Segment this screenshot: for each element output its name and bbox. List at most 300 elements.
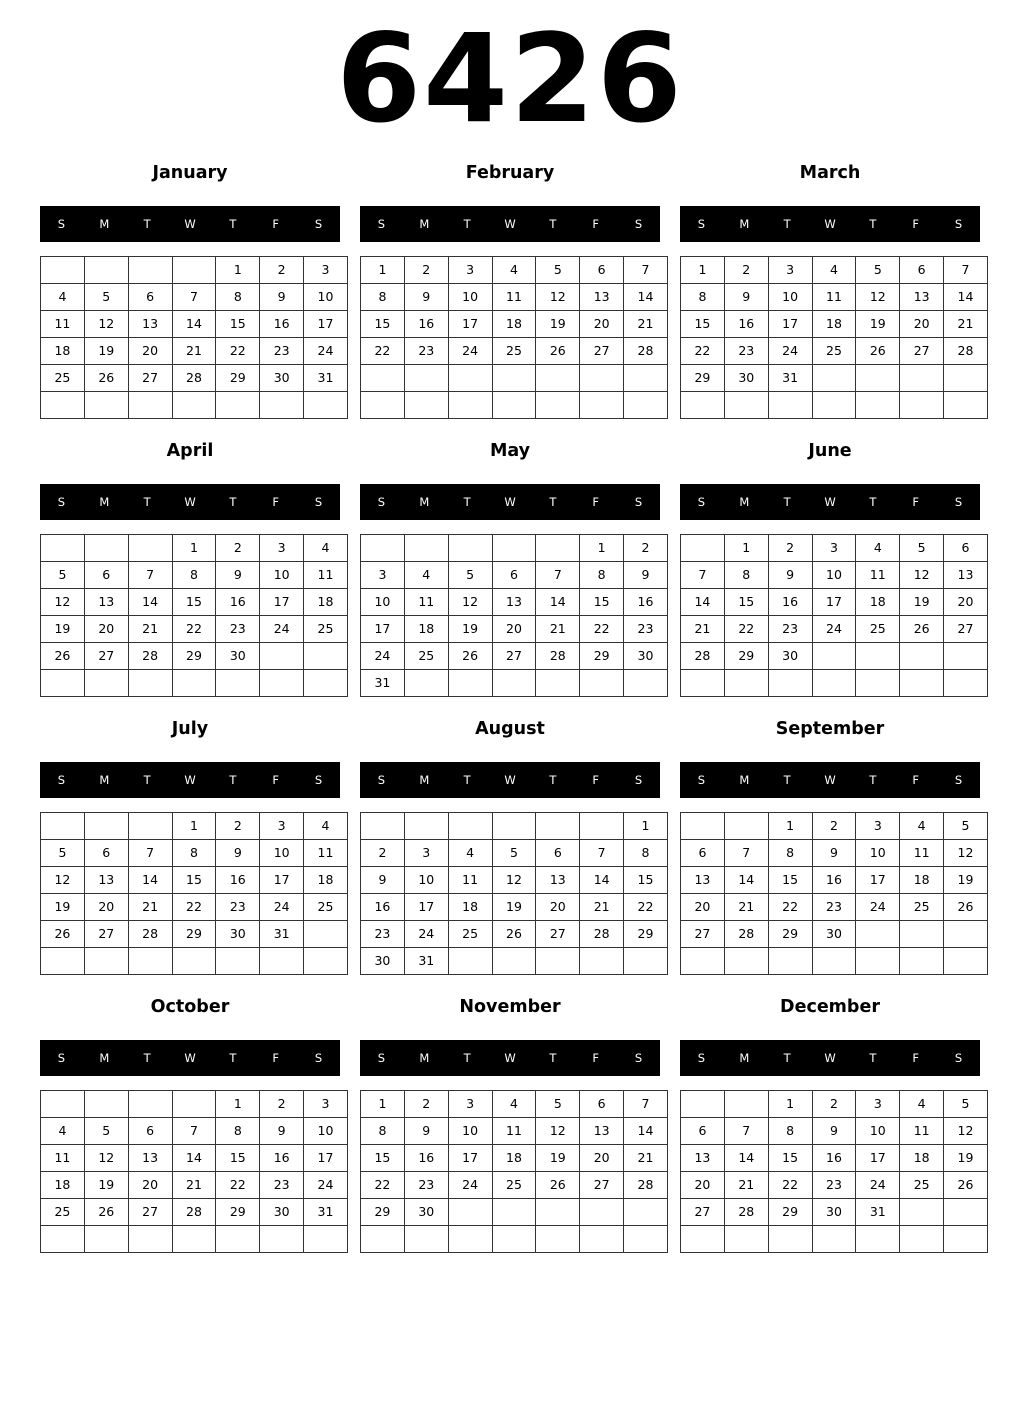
day-cell: 9 — [260, 284, 304, 311]
day-cell: 2 — [260, 1091, 304, 1118]
week-row — [361, 616, 668, 643]
day-cell: 4 — [404, 562, 448, 589]
day-cell: 14 — [624, 284, 668, 311]
day-cell — [900, 643, 944, 670]
week-row — [361, 257, 668, 284]
day-cell: 23 — [404, 338, 448, 365]
day-cell — [624, 1199, 668, 1226]
weekday-label: S — [57, 773, 66, 787]
day-cell: 20 — [492, 616, 536, 643]
week-row — [41, 535, 348, 562]
weekday-label: S — [634, 495, 643, 509]
day-cell: 10 — [448, 1118, 492, 1145]
day-cell — [624, 365, 668, 392]
day-cell — [681, 1226, 725, 1253]
day-cell: 5 — [536, 257, 580, 284]
weekday-label: F — [592, 773, 600, 787]
day-cell: 26 — [536, 1172, 580, 1199]
week-row — [41, 948, 348, 975]
day-cell: 20 — [128, 1172, 172, 1199]
day-cell: 30 — [812, 921, 856, 948]
day-cell: 28 — [172, 365, 216, 392]
day-cell — [361, 1226, 405, 1253]
day-cell: 25 — [900, 1172, 944, 1199]
month-name: May — [489, 441, 531, 461]
week-row — [41, 311, 348, 338]
day-cell — [492, 1199, 536, 1226]
weekday-label: F — [592, 1051, 600, 1065]
day-cell — [304, 921, 348, 948]
day-cell: 7 — [681, 562, 725, 589]
day-cell: 28 — [724, 921, 768, 948]
week-row — [681, 392, 988, 419]
day-cell: 17 — [856, 867, 900, 894]
day-cell: 30 — [768, 643, 812, 670]
day-cell: 15 — [216, 311, 260, 338]
day-cell — [84, 1226, 128, 1253]
day-cell: 9 — [216, 562, 260, 589]
day-cell — [944, 392, 988, 419]
day-cell: 27 — [580, 1172, 624, 1199]
week-row — [41, 1091, 348, 1118]
week-row — [681, 284, 988, 311]
week-row — [361, 1199, 668, 1226]
day-cell: 21 — [944, 311, 988, 338]
day-cell: 17 — [448, 1145, 492, 1172]
day-cell — [492, 670, 536, 697]
weekday-label: S — [57, 217, 66, 231]
day-cell: 28 — [624, 338, 668, 365]
weekday-label: T — [143, 773, 151, 787]
day-cell: 10 — [812, 562, 856, 589]
day-cell: 12 — [536, 1118, 580, 1145]
day-cell — [856, 365, 900, 392]
week-row — [681, 670, 988, 697]
day-cell — [812, 392, 856, 419]
weekday-label: S — [954, 495, 963, 509]
day-cell: 17 — [404, 894, 448, 921]
day-cell: 16 — [404, 1145, 448, 1172]
weekday-label: F — [272, 217, 280, 231]
day-cell: 13 — [128, 311, 172, 338]
day-cell: 27 — [128, 365, 172, 392]
day-cell: 11 — [41, 1145, 85, 1172]
day-cell: 10 — [768, 284, 812, 311]
day-cell: 9 — [812, 840, 856, 867]
day-cell: 3 — [260, 813, 304, 840]
day-cell: 17 — [304, 311, 348, 338]
day-cell — [84, 257, 128, 284]
day-cell: 27 — [580, 338, 624, 365]
day-cell: 21 — [624, 311, 668, 338]
day-cell: 18 — [812, 311, 856, 338]
day-cell: 6 — [536, 840, 580, 867]
day-cell: 21 — [724, 894, 768, 921]
day-cell: 20 — [900, 311, 944, 338]
day-cell: 20 — [580, 311, 624, 338]
day-cell: 16 — [724, 311, 768, 338]
day-cell: 14 — [128, 589, 172, 616]
weekday-label: T — [463, 773, 471, 787]
day-cell — [681, 1091, 725, 1118]
day-cell — [404, 535, 448, 562]
day-cell: 8 — [624, 840, 668, 867]
day-cell — [768, 1226, 812, 1253]
day-cell: 26 — [856, 338, 900, 365]
day-cell: 31 — [856, 1199, 900, 1226]
day-cell: 7 — [724, 840, 768, 867]
day-cell: 13 — [681, 1145, 725, 1172]
day-cell — [536, 948, 580, 975]
week-row — [681, 562, 988, 589]
weekday-label: F — [912, 773, 920, 787]
weekday-header — [40, 484, 340, 520]
week-row — [681, 535, 988, 562]
week-row — [41, 894, 348, 921]
weekday-label: M — [99, 1051, 110, 1065]
day-cell — [41, 670, 85, 697]
day-cell: 12 — [856, 284, 900, 311]
day-cell — [900, 392, 944, 419]
day-grid — [360, 256, 668, 419]
day-cell: 15 — [768, 1145, 812, 1172]
day-cell: 18 — [304, 589, 348, 616]
day-cell: 1 — [768, 1091, 812, 1118]
week-row — [681, 813, 988, 840]
month-name: August — [475, 719, 545, 739]
day-cell — [304, 392, 348, 419]
month-name: December — [780, 997, 880, 1017]
weekday-label: S — [634, 773, 643, 787]
day-cell: 7 — [536, 562, 580, 589]
day-cell: 16 — [812, 1145, 856, 1172]
day-cell: 15 — [172, 867, 216, 894]
day-cell — [448, 365, 492, 392]
day-cell: 19 — [492, 894, 536, 921]
day-cell: 9 — [404, 1118, 448, 1145]
day-cell — [492, 365, 536, 392]
weekday-label: S — [697, 495, 706, 509]
month-name: November — [459, 997, 561, 1017]
weekday-header — [40, 1040, 340, 1076]
weekday-label: F — [592, 495, 600, 509]
week-row — [361, 867, 668, 894]
day-cell: 25 — [448, 921, 492, 948]
day-grid — [40, 1090, 348, 1253]
day-cell — [812, 643, 856, 670]
day-cell — [361, 813, 405, 840]
week-row — [681, 643, 988, 670]
week-row — [681, 1172, 988, 1199]
day-cell: 1 — [681, 257, 725, 284]
week-row — [41, 1118, 348, 1145]
day-cell: 3 — [768, 257, 812, 284]
day-cell: 13 — [681, 867, 725, 894]
day-cell — [812, 1226, 856, 1253]
day-cell: 6 — [128, 1118, 172, 1145]
day-cell: 13 — [492, 589, 536, 616]
day-cell: 30 — [260, 365, 304, 392]
day-cell: 27 — [84, 921, 128, 948]
week-row — [361, 311, 668, 338]
day-cell — [304, 643, 348, 670]
day-cell — [84, 948, 128, 975]
day-cell: 23 — [724, 338, 768, 365]
day-cell — [580, 948, 624, 975]
day-cell: 7 — [724, 1118, 768, 1145]
day-cell: 31 — [304, 1199, 348, 1226]
day-cell — [900, 948, 944, 975]
week-row — [361, 894, 668, 921]
day-cell: 25 — [41, 365, 85, 392]
day-cell: 5 — [84, 284, 128, 311]
day-cell — [536, 813, 580, 840]
week-row — [681, 921, 988, 948]
day-cell — [128, 670, 172, 697]
day-cell — [172, 670, 216, 697]
day-cell: 13 — [536, 867, 580, 894]
day-cell: 31 — [361, 670, 405, 697]
day-cell — [536, 365, 580, 392]
day-cell: 6 — [128, 284, 172, 311]
day-cell: 18 — [448, 894, 492, 921]
day-cell: 3 — [448, 1091, 492, 1118]
week-row — [681, 338, 988, 365]
day-cell: 2 — [404, 257, 448, 284]
day-cell — [448, 1199, 492, 1226]
weekday-label: S — [57, 495, 66, 509]
day-cell: 21 — [172, 338, 216, 365]
weekday-header — [40, 206, 340, 242]
day-cell — [128, 1091, 172, 1118]
day-cell: 20 — [84, 616, 128, 643]
day-cell: 24 — [768, 338, 812, 365]
day-cell: 1 — [172, 535, 216, 562]
day-cell — [41, 813, 85, 840]
day-cell — [580, 1226, 624, 1253]
day-cell: 24 — [260, 616, 304, 643]
day-cell: 8 — [361, 1118, 405, 1145]
day-cell: 19 — [944, 1145, 988, 1172]
day-cell: 6 — [84, 840, 128, 867]
day-cell: 15 — [216, 1145, 260, 1172]
weekday-label: T — [143, 495, 151, 509]
weekday-label: F — [912, 217, 920, 231]
month-name: June — [808, 441, 852, 461]
day-cell — [128, 813, 172, 840]
week-row — [361, 813, 668, 840]
day-cell: 18 — [41, 1172, 85, 1199]
day-cell: 23 — [216, 616, 260, 643]
day-cell — [128, 1226, 172, 1253]
week-row — [361, 670, 668, 697]
day-cell: 17 — [361, 616, 405, 643]
day-cell: 17 — [812, 589, 856, 616]
day-cell: 21 — [681, 616, 725, 643]
weekday-label: W — [824, 1051, 836, 1065]
day-cell — [404, 670, 448, 697]
day-cell: 23 — [812, 1172, 856, 1199]
day-cell: 4 — [304, 535, 348, 562]
day-cell: 22 — [768, 1172, 812, 1199]
day-cell: 5 — [856, 257, 900, 284]
day-cell: 12 — [944, 840, 988, 867]
day-cell: 27 — [944, 616, 988, 643]
day-cell: 2 — [404, 1091, 448, 1118]
day-cell — [304, 948, 348, 975]
month-name: January — [152, 163, 228, 183]
day-cell — [448, 948, 492, 975]
day-cell: 3 — [304, 257, 348, 284]
weekday-header — [360, 1040, 660, 1076]
weekday-label: S — [314, 217, 323, 231]
day-cell: 8 — [216, 284, 260, 311]
day-cell: 29 — [624, 921, 668, 948]
week-row — [41, 1199, 348, 1226]
day-cell — [448, 392, 492, 419]
week-row — [361, 1172, 668, 1199]
day-cell: 10 — [856, 1118, 900, 1145]
weekday-label: M — [419, 495, 430, 509]
day-cell — [900, 921, 944, 948]
week-row — [361, 1145, 668, 1172]
day-cell: 22 — [361, 338, 405, 365]
day-cell: 31 — [304, 365, 348, 392]
day-cell: 16 — [260, 1145, 304, 1172]
day-cell: 29 — [172, 921, 216, 948]
month-name: February — [465, 163, 555, 183]
day-cell: 24 — [304, 1172, 348, 1199]
day-cell: 29 — [768, 921, 812, 948]
day-cell — [681, 535, 725, 562]
day-cell: 9 — [361, 867, 405, 894]
day-cell: 20 — [580, 1145, 624, 1172]
day-cell: 16 — [812, 867, 856, 894]
weekday-label: F — [272, 495, 280, 509]
week-row — [681, 311, 988, 338]
day-cell — [856, 392, 900, 419]
weekday-label: T — [229, 495, 237, 509]
week-row — [681, 1091, 988, 1118]
day-cell: 14 — [944, 284, 988, 311]
day-cell — [448, 813, 492, 840]
day-cell: 5 — [41, 840, 85, 867]
day-cell: 5 — [536, 1091, 580, 1118]
day-cell: 7 — [172, 1118, 216, 1145]
day-cell: 14 — [128, 867, 172, 894]
day-cell: 25 — [304, 894, 348, 921]
day-cell: 22 — [681, 338, 725, 365]
day-cell — [580, 365, 624, 392]
day-cell: 27 — [84, 643, 128, 670]
weekday-label: T — [869, 773, 877, 787]
day-cell: 5 — [84, 1118, 128, 1145]
day-cell: 23 — [260, 1172, 304, 1199]
day-cell: 6 — [681, 1118, 725, 1145]
day-cell: 9 — [768, 562, 812, 589]
day-cell — [624, 670, 668, 697]
day-cell: 28 — [624, 1172, 668, 1199]
week-row — [41, 813, 348, 840]
day-cell: 28 — [944, 338, 988, 365]
day-cell: 18 — [856, 589, 900, 616]
day-cell: 15 — [361, 1145, 405, 1172]
day-cell: 6 — [681, 840, 725, 867]
day-cell — [580, 813, 624, 840]
day-cell: 23 — [812, 894, 856, 921]
weekday-label: W — [184, 1051, 196, 1065]
weekday-label: S — [314, 1051, 323, 1065]
day-cell: 21 — [172, 1172, 216, 1199]
day-cell: 7 — [128, 562, 172, 589]
day-cell — [84, 670, 128, 697]
day-cell — [41, 1226, 85, 1253]
day-cell — [900, 1226, 944, 1253]
day-cell — [856, 643, 900, 670]
day-cell: 26 — [492, 921, 536, 948]
day-cell: 8 — [216, 1118, 260, 1145]
day-cell: 29 — [768, 1199, 812, 1226]
day-cell: 31 — [768, 365, 812, 392]
day-grid — [360, 1090, 668, 1253]
day-cell — [580, 1199, 624, 1226]
day-cell — [681, 948, 725, 975]
week-row — [41, 840, 348, 867]
weekday-label: S — [634, 217, 643, 231]
day-cell: 11 — [448, 867, 492, 894]
day-cell: 7 — [624, 1091, 668, 1118]
day-cell: 8 — [580, 562, 624, 589]
day-cell: 20 — [84, 894, 128, 921]
week-row — [361, 643, 668, 670]
day-cell — [580, 670, 624, 697]
day-cell: 15 — [724, 589, 768, 616]
day-cell: 12 — [492, 867, 536, 894]
day-cell: 12 — [41, 589, 85, 616]
day-cell: 19 — [84, 1172, 128, 1199]
day-cell: 3 — [856, 1091, 900, 1118]
day-cell — [492, 392, 536, 419]
weekday-label: W — [824, 773, 836, 787]
day-cell: 27 — [900, 338, 944, 365]
day-cell — [536, 670, 580, 697]
day-cell: 17 — [304, 1145, 348, 1172]
week-row — [361, 284, 668, 311]
day-cell: 25 — [304, 616, 348, 643]
month-name: October — [150, 997, 230, 1017]
week-row — [681, 1199, 988, 1226]
week-row — [41, 643, 348, 670]
week-row — [361, 1118, 668, 1145]
day-cell: 30 — [724, 365, 768, 392]
week-row — [681, 840, 988, 867]
day-cell: 3 — [856, 813, 900, 840]
week-row — [681, 589, 988, 616]
day-cell: 8 — [172, 840, 216, 867]
day-cell — [724, 948, 768, 975]
day-cell: 10 — [260, 840, 304, 867]
week-row — [361, 1091, 668, 1118]
day-cell: 2 — [768, 535, 812, 562]
day-cell: 20 — [681, 1172, 725, 1199]
day-cell: 21 — [128, 894, 172, 921]
day-cell: 19 — [41, 894, 85, 921]
day-cell: 27 — [492, 643, 536, 670]
day-cell: 18 — [304, 867, 348, 894]
day-grid — [680, 256, 988, 419]
day-cell: 17 — [768, 311, 812, 338]
day-cell — [724, 813, 768, 840]
